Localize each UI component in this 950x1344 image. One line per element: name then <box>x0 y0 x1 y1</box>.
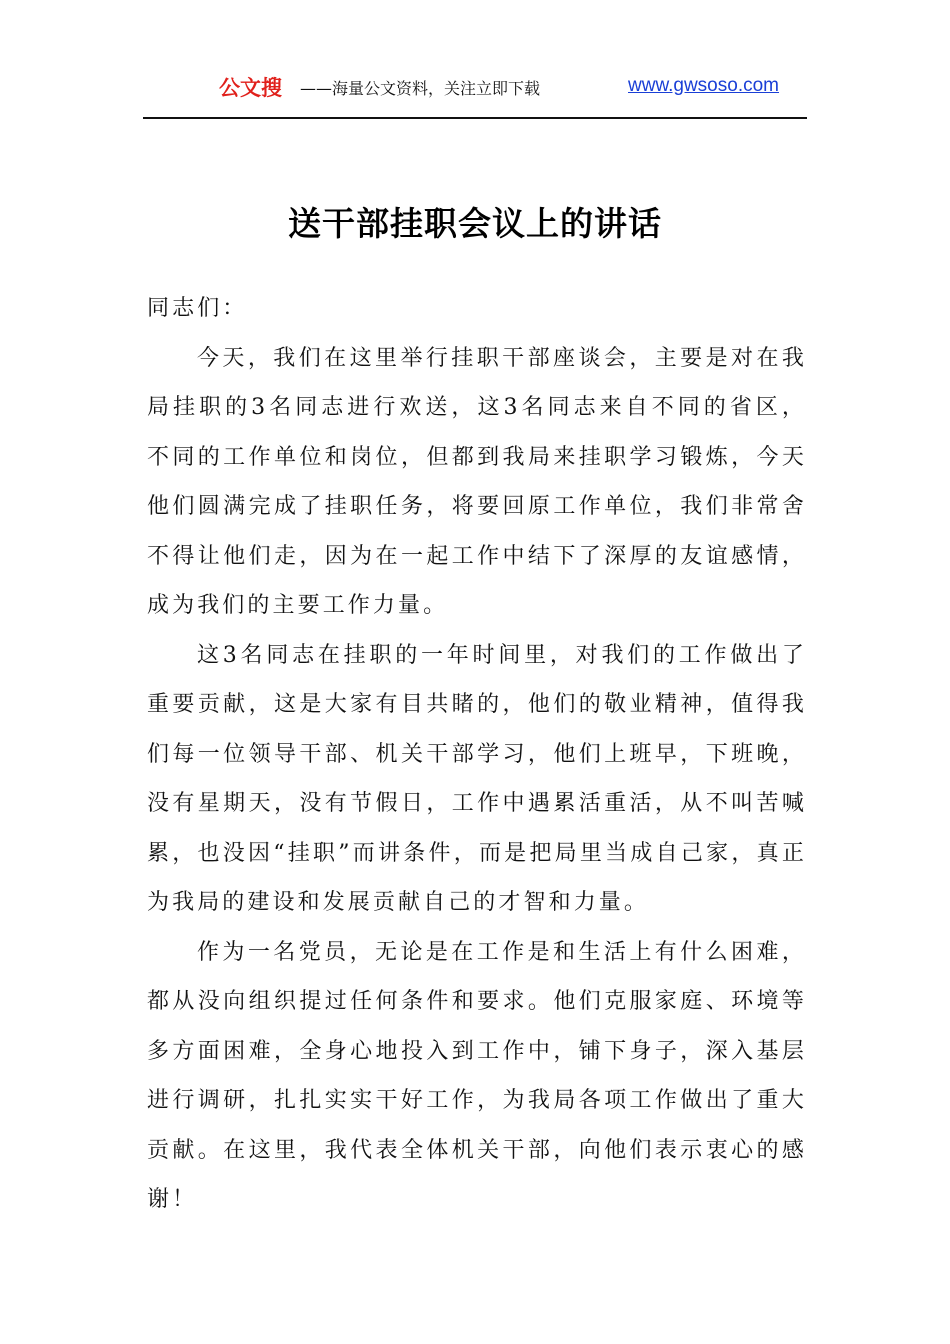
page-header <box>143 70 807 104</box>
body-paragraph-2: 这3名同志在挂职的一年时间里，对我们的工作做出了重要贡献，这是大家有目共睹的，他们的敬业精神，值得我们每一位领导干部、机关干部学习，他们上班早，下班晚，没有星期天，没有节假日，工作中遇累活重活，从不叫苦喊累，也没因“挂职”而讲条件，而是把局里当成自己家，真正为我局的建设和发展贡献自己的才智和力量。 <box>147 642 807 915</box>
salutation: 同志们： <box>147 296 248 321</box>
header-divider <box>143 117 807 119</box>
header-slogan: ——海量公文资料，关注立即下载 <box>300 79 541 98</box>
body-paragraph-3: 作为一名党员，无论是在工作是和生活上有什么困难，都从没向组织提过任何条件和要求。他们克服家庭、环境等多方面困难，全身心地投入到工作中，铺下身子，深入基层进行调研，扎扎实实干好工作，为我局各项工作做出了重大贡献。在这里，我代表全体机关干部，向他们表示衷心的感谢！ <box>147 939 807 1212</box>
brand-logo-text: 公文搜 <box>219 76 282 100</box>
document-title: 送干部挂职会议上的讲话 <box>288 204 662 244</box>
document-body <box>147 284 807 1225</box>
website-link[interactable]: www.gwsoso.com <box>628 75 779 96</box>
body-paragraph-1: 今天，我们在这里举行挂职干部座谈会，主要是对在我局挂职的3名同志进行欢送，这3名同志来自不同的省区，不同的工作单位和岗位，但都到我局来挂职学习锻炼，今天他们圆满完成了挂职任务，将要回原工作单位，我们非常舍不得让他们走，因为在一起工作中结下了深厚的友谊感情，成为我们的主要工作力量。 <box>147 345 807 618</box>
